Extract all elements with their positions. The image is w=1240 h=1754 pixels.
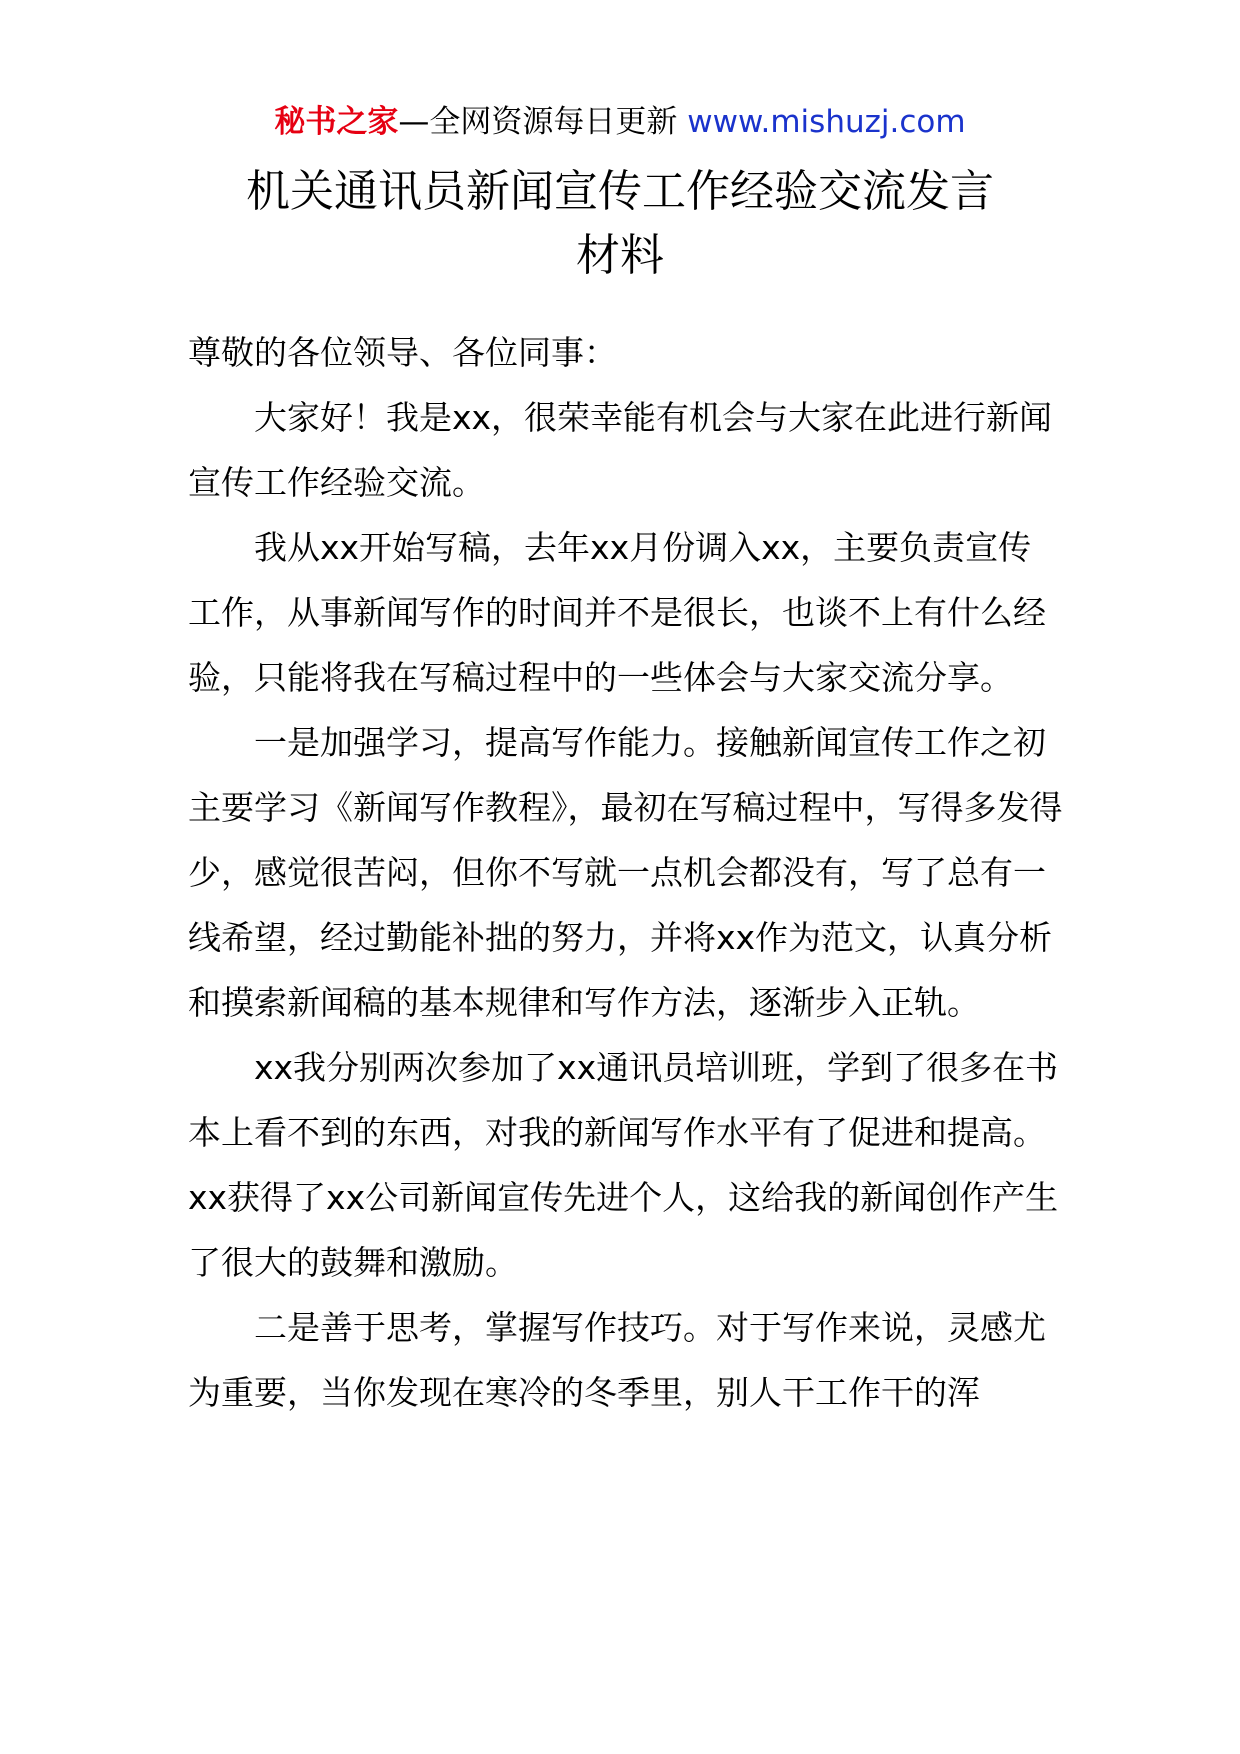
title-line-1: 机关通讯员新闻宣传工作经验交流发言 [246, 166, 994, 217]
paragraph-2: 我从xx开始写稿，去年xx月份调入xx，主要负责宣传工作，从事新闻写作的时间并不是很长，也谈不上有什么经验，只能将我在写稿过程中的一些体会与大家交流分享。 [188, 528, 1046, 697]
brand-name: 秘书之家 [274, 104, 399, 140]
site-url-link[interactable]: www.mishuzj.com [687, 104, 966, 140]
title-line-2: 材料 [576, 230, 664, 281]
paragraph-3: 一是加强学习，提高写作能力。接触新闻宣传工作之初主要学习《新闻写作教程》，最初在写稿过程中，写得多发得少，感觉很苦闷，但你不写就一点机会都没有，写了总有一线希望，经过勤能补拙的努力，并将xx作为范文，认真分析和摸索新闻稿的基本规律和写作方法，逐渐步入正轨。 [188, 723, 1063, 1022]
paragraph-1: 大家好！我是xx，很荣幸能有机会与大家在此进行新闻宣传工作经验交流。 [188, 398, 1053, 502]
paragraph-4: xx我分别两次参加了xx通讯员培训班，学到了很多在书本上看不到的东西，对我的新闻写作水平有了促进和提高。xx获得了xx公司新闻宣传先进个人，这给我的新闻创作产生了很大的鼓舞和激励。 [188, 1048, 1059, 1282]
site-header [0, 100, 1240, 144]
document-body [188, 320, 1063, 1425]
document-title [200, 160, 1040, 288]
salutation: 尊敬的各位领导、各位同事： [188, 333, 617, 372]
site-slogan: —全网资源每日更新 [398, 104, 688, 140]
paragraph-5: 二是善于思考，掌握写作技巧。对于写作来说，灵感尤为重要，当你发现在寒冷的冬季里，别人干工作干的浑 [188, 1308, 1046, 1412]
